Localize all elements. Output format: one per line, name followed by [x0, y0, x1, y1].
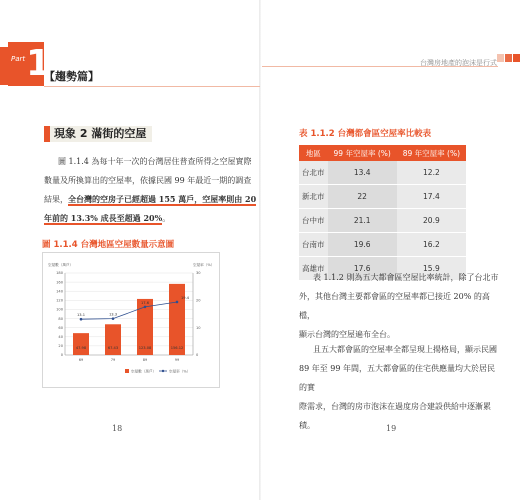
table-cell: 台南市	[299, 233, 328, 257]
table-cell: 台中市	[299, 209, 328, 233]
table-cell: 20.9	[397, 209, 466, 233]
rate-value-label: 13.3	[108, 312, 118, 317]
chart-frame	[42, 252, 220, 388]
para-line: 數量及所換算出的空屋率，依據民國 99 年最近一期的調查	[44, 176, 252, 185]
rate-line	[81, 302, 177, 319]
y-tick-label: 100	[56, 307, 63, 312]
right-paragraph-1	[299, 268, 499, 344]
table-cell: 22	[328, 185, 397, 209]
para-text: 。	[162, 214, 171, 223]
decor-square	[497, 54, 504, 62]
y2-tick-label: 30	[196, 271, 201, 276]
bar	[73, 333, 89, 355]
rate-value-label: 17.6	[140, 300, 150, 305]
vacancy-rate-table	[299, 145, 466, 281]
page-number-right: 19	[386, 424, 397, 433]
y-tick-label: 40	[58, 334, 63, 339]
legend-label-line: 空屋率（%）	[169, 369, 191, 374]
para-line	[44, 209, 258, 228]
y-tick-label: 160	[56, 280, 63, 285]
table-row	[299, 185, 466, 209]
table-row	[299, 233, 466, 257]
bar-value-label: 156.12	[170, 346, 184, 350]
para-line: 表 1.1.2 則為五大都會區空屋比率統計，除了台北市	[313, 273, 499, 282]
para-line	[44, 190, 258, 209]
legend-label-bars: 空屋數（萬戶）	[131, 369, 157, 374]
table-cell: 19.6	[328, 233, 397, 257]
table-cell: 21.1	[328, 209, 397, 233]
table-cell: 16.2	[397, 233, 466, 257]
legend-marker-line	[162, 370, 164, 372]
rate-point	[176, 301, 179, 304]
y2-tick-label: 10	[196, 325, 201, 330]
y-tick-label: 60	[58, 325, 63, 330]
highlight-text: 全台灣的空房子已經超過 155 萬戶，空屋率則由 20	[68, 194, 257, 204]
y-tick-label: 80	[58, 316, 63, 321]
para-text: 結果，	[44, 195, 68, 204]
table-cell: 17.6	[328, 257, 397, 281]
table-header-row	[299, 145, 466, 161]
y-tick-label: 180	[56, 271, 63, 276]
para-line: 顯示台灣的空屋遍布全台。	[299, 330, 395, 339]
para-line: 且五大都會區的空屋率全都呈現上揚格局，顯示民國	[313, 345, 497, 354]
rate-point	[144, 306, 147, 309]
highlight-text: 年前的 13.3% 成長至超過 20%	[44, 213, 163, 223]
part-label: Part	[11, 55, 26, 63]
table-cell: 新北市	[299, 185, 328, 209]
legend-swatch-bars	[125, 369, 129, 373]
y-tick-label: 20	[58, 344, 63, 349]
table-row	[299, 209, 466, 233]
running-header: 台灣房地產的泡沫是行式	[420, 59, 497, 67]
y2-tick-label: 20	[196, 298, 201, 303]
rate-point	[112, 317, 115, 320]
table-header: 89 年空屋率 (%)	[397, 145, 466, 161]
para-line: 外，其他台灣主要都會區的空屋率都已接近 20% 的高檔，	[299, 292, 490, 320]
rate-value-label: 19.4	[181, 295, 190, 300]
rate-point	[80, 318, 83, 321]
para-line: 際需求，台灣的房市泡沫在過度房合建設供給中逐漸累積。	[299, 402, 491, 430]
decor-square	[505, 54, 512, 62]
page-number-left: 18	[112, 424, 123, 433]
x-tick-label: 69	[78, 358, 84, 362]
table-cell: 高雄市	[299, 257, 328, 281]
bar-value-label: 47.98	[75, 346, 87, 350]
x-tick-label: 99	[174, 358, 180, 362]
bar	[169, 284, 185, 355]
para-line: 圖 1.1.4 為每十年一次的台灣居住普查所得之空屋實際	[58, 157, 252, 166]
y-tick-label: 140	[56, 289, 63, 294]
table-cell: 12.2	[397, 161, 466, 185]
x-tick-label: 89	[142, 358, 148, 362]
y-axis-title: 空屋數（萬戶）	[48, 263, 74, 267]
left-header-rule	[44, 86, 260, 87]
figure-title: 圖 1.1.4 台灣地區空屋數量示意圖	[42, 240, 175, 250]
table-cell: 13.4	[328, 161, 397, 185]
table-row	[299, 161, 466, 185]
bar-value-label: 123.08	[138, 346, 152, 350]
table-header: 99 年空屋率 (%)	[328, 145, 397, 161]
decor-square	[513, 54, 520, 62]
table-cell: 15.9	[397, 257, 466, 281]
table-header: 地區	[299, 145, 328, 161]
left-paragraph	[44, 152, 258, 228]
section-title: 現象 2 滿街的空屋	[44, 126, 152, 142]
right-paragraph-2	[299, 340, 499, 435]
bar-value-label: 67.43	[107, 346, 119, 350]
part-number: 1	[26, 43, 52, 84]
y2-axis-title: 空屋率（%）	[193, 263, 215, 267]
y2-tick-label: 0	[196, 353, 199, 358]
vacancy-chart	[43, 253, 219, 387]
page-spine	[259, 0, 261, 500]
x-tick-label: 79	[110, 358, 116, 362]
table-cell: 台北市	[299, 161, 328, 185]
table-title: 表 1.1.2 台灣都會區空屋率比較表	[299, 129, 432, 139]
para-line: 89 年至 99 年間，五大都會區的住宅供應量均大於居民的實	[299, 364, 495, 392]
y-tick-label: 120	[56, 298, 63, 303]
part-badge	[8, 42, 52, 86]
bar	[105, 324, 121, 355]
y-tick-label: 0	[60, 353, 63, 358]
part-title: 【趨勢篇】	[44, 70, 99, 83]
rate-value-label: 13.1	[76, 313, 86, 318]
table-cell: 17.4	[397, 185, 466, 209]
